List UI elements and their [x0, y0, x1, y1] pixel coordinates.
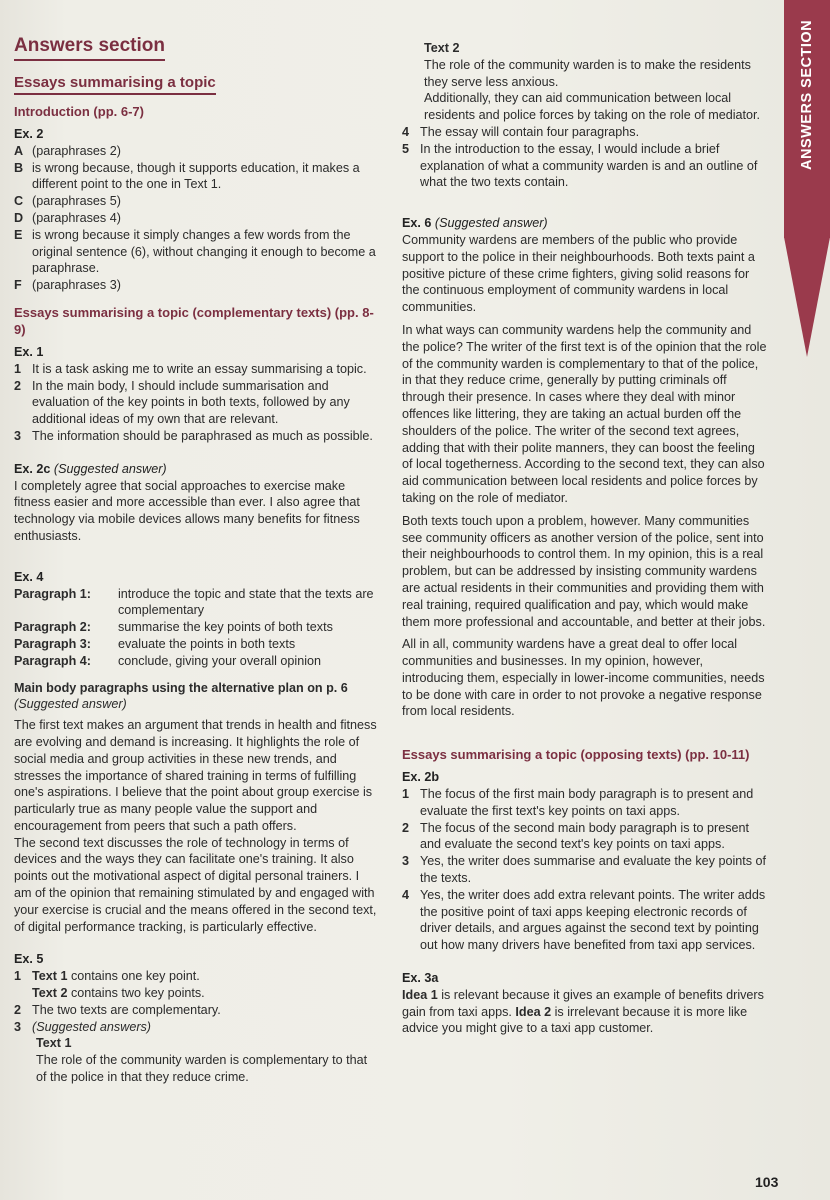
ex5-text1-label: Text 1 — [36, 1036, 72, 1051]
plan-item — [402, 124, 768, 141]
ex2-item — [14, 193, 380, 210]
text2-paragraph-1: The role of the community warden is to make the residents they serve less anxious. — [424, 57, 751, 89]
ex4-list — [14, 586, 380, 670]
ex2-item — [14, 160, 380, 194]
ex6-paragraph-4: All in all, community wardens have a great deal to offer local communities and businesses. In my opinion, however, introducing them, especially in lower-income communities, needs to be done with care in order to not provoke a negative response from local residents. — [402, 637, 765, 719]
plan-item-key: 4 — [402, 124, 410, 139]
main-body-heading-text: Main body paragraphs using the alternative plan on p. 6 — [14, 680, 348, 695]
ex2-item-key: B — [14, 160, 24, 175]
complementary-heading: Essays summarising a topic (complementary texts) (pp. 8-9) — [14, 304, 374, 337]
ex2b-item — [402, 887, 768, 954]
ex2b-label: Ex. 2b — [402, 770, 440, 785]
ex4-paragraph-row — [14, 653, 380, 670]
ex5-text1-bold: Text 1 — [32, 969, 68, 984]
ex2b-item-text: The focus of the second main body paragraph is to present and evaluate the second text's key points on taxi apps. — [420, 820, 750, 852]
ex4-label: Ex. 4 — [14, 569, 44, 584]
ex4-paragraph-row-text: summarise the key points of both texts — [118, 620, 333, 635]
ex2-item-text: (paraphrases 4) — [32, 210, 121, 225]
ex2b-list — [402, 786, 768, 954]
text2-label: Text 2 — [424, 41, 460, 55]
ex5-text1-rest: contains one key point. — [67, 969, 200, 984]
ex2b-item — [402, 786, 768, 820]
ex2b-item — [402, 853, 768, 887]
ex1-item-text: The information should be paraphrased as much as possible. — [32, 428, 373, 443]
ex2b-item-text: Yes, the writer does add extra relevant points. The writer adds the positive point of taxi apps keeping electronic records of driver details, and argues against the second text by pointing out how many drivers have benefited from taxi app services. — [420, 887, 766, 953]
ex2c-text: I completely agree that social approaches to exercise make fitness easier and more accessible than ever. I also agree that technology via mobile devices allows many benefits for fitness enthusiasts. — [14, 478, 360, 543]
ex2-item-text: (paraphrases 3) — [32, 278, 121, 293]
plan-item-text: In the introduction to the essay, I would include a brief explanation of what a community warden is and an outline of what the two texts contain. — [420, 141, 758, 190]
ex5-item-1: 1 Text 1 contains one key point. Text 2 contains two key points. — [14, 969, 205, 1001]
ex2-list — [14, 143, 380, 294]
items-4-5 — [402, 124, 768, 191]
ex4-paragraph-row-key: Paragraph 2: — [14, 620, 91, 635]
ex4-paragraph-row-key: Paragraph 4: — [14, 653, 91, 668]
ex5-item-2: 2 The two texts are complementary. — [14, 1002, 380, 1019]
pencil-tip-icon — [784, 237, 830, 357]
ex1-item — [14, 361, 380, 378]
ex2b-item-key: 3 — [402, 854, 410, 869]
ex2-item-key: F — [14, 278, 22, 293]
tab-label: ANSWERS SECTION — [799, 19, 815, 170]
ex4-paragraph-row-key: Paragraph 1: — [14, 586, 91, 601]
ex5-text1-body: The role of the community warden is complementary to that of the police in that they reduce crime. — [36, 1053, 368, 1085]
ex2-item-text: is wrong because it simply changes a few words from the original sentence (6), without changing it enough to become a paraphrase. — [32, 227, 376, 276]
ex4-paragraph-row — [14, 619, 380, 636]
ex1-item-text: In the main body, I should include summarisation and evaluation of the key points in both texts, followed by any additional ideas of my own that are relevant. — [32, 378, 350, 427]
ex1-item-key: 3 — [14, 428, 22, 443]
ex4-paragraph-row — [14, 636, 380, 653]
main-body-paragraph-2: The second text discusses the role of technology in terms of devices and the ways they can facilitate one's training. It also points out the motivational aspect of digital personal trainers. I am of the opinion that remaining stimulated by and engaged with your exercise is crucial and the means offered in the second text, of digital performance tracking, is particularly effective. — [14, 835, 377, 934]
ex6-note: (Suggested answer) — [434, 216, 548, 231]
ex2b-item-key: 4 — [402, 887, 410, 902]
ex2-item-key: E — [14, 227, 23, 242]
ex2b-item-text: Yes, the writer does summarise and evaluate the key points of the texts. — [420, 854, 767, 886]
text2-paragraph-2: Additionally, they can aid communication between local residents and police forces by taking on the role of mediator. — [424, 91, 761, 123]
ex2b-item-key: 1 — [402, 787, 410, 802]
idea1-bold: Idea 1 — [402, 987, 438, 1002]
main-body-note: (Suggested answer) — [14, 697, 127, 712]
plan-item — [402, 141, 768, 191]
ex4-paragraph-row-text: evaluate the points in both texts — [118, 636, 296, 651]
ex1-item-text: It is a task asking me to write an essay summarising a topic. — [32, 361, 367, 376]
ex2-item-text: (paraphrases 5) — [32, 194, 121, 209]
ex2-item — [14, 277, 380, 294]
ex5-text2-bold: Text 2 — [32, 986, 68, 1001]
right-column — [402, 40, 768, 1037]
ex1-label: Ex. 1 — [14, 344, 44, 359]
ex6-label — [402, 215, 768, 232]
ex2c-note: (Suggested answer) — [53, 461, 167, 476]
ex1-item — [14, 428, 380, 445]
ex5-item-3-text: (Suggested answers) — [32, 1019, 152, 1034]
ex2-label: Ex. 2 — [14, 127, 44, 141]
ex4-paragraph-row — [14, 586, 380, 620]
ex1-item — [14, 378, 380, 428]
plan-item-text: The essay will contain four paragraphs. — [420, 124, 640, 139]
intro-heading: Introduction (pp. 6-7) — [14, 104, 144, 119]
ex2-item-key: C — [14, 194, 24, 209]
ex1-list — [14, 361, 380, 445]
ex6-paragraph-1: Community wardens are members of the public who provide support to the police in their neighbourhoods. Both texts paint a positive picture of these crime fighters, giving solid reasons for the continuous employment of community wardens in local communities. — [402, 232, 755, 315]
ex2-item — [14, 227, 380, 277]
ex2-item-key: D — [14, 210, 24, 225]
left-column — [14, 30, 380, 1086]
page-number: 103 — [755, 1174, 779, 1190]
ex4-paragraph-row-text: introduce the topic and state that the texts are complementary — [118, 586, 374, 618]
ex3a-label: Ex. 3a — [402, 971, 439, 986]
section-title: Answers section — [14, 34, 165, 61]
ex2c-label-text: Ex. 2c — [14, 461, 51, 476]
ex2b-item — [402, 820, 768, 854]
ex4-paragraph-row-key: Paragraph 3: — [14, 636, 91, 651]
ex2-item — [14, 143, 380, 160]
ex2b-item-key: 2 — [402, 820, 410, 835]
idea2-bold: Idea 2 — [515, 1004, 552, 1019]
ex5-item-2-text: The two texts are complementary. — [32, 1002, 221, 1017]
ex6-label-text: Ex. 6 — [402, 216, 432, 231]
sub-title: Essays summarising a topic — [14, 73, 216, 95]
ex5-item-3: 3 (Suggested answers) — [14, 1019, 380, 1036]
ex2-item-text: is wrong because, though it supports education, it makes a different point to the one in Text 1. — [32, 160, 360, 192]
ex2b-item-text: The focus of the first main body paragraph is to present and evaluate the first text's key points on taxi apps. — [420, 787, 754, 818]
ex6-paragraph-2: In what ways can community wardens help the community and the police? The writer of the first text is of the opinion that the role of the community warden is complementary to that of the police, in that they reduce crime, generally by putting criminals off through their presence. In cases where they deal with minor offences like littering, they are taking an actual burden off the shoulders of the police. The writer of the second text agrees, adding that with their polite manners, they can boost the feeling of local togetherness. According to the second text, they can also aid communication between local residents and police forces by taking on the role of mediator. — [402, 322, 767, 505]
ex3a-text — [402, 987, 768, 1037]
ex1-item-key: 2 — [14, 378, 22, 393]
main-body-paragraph-1: The first text makes an argument that trends in health and fitness are evolving and demand is increasing. It highlights the role of social media and group activities in these new trends, and stresses the importance of shared training in terms of fulfilling one's aspirations. I believe that the point about group exercise is particularly true as many people value the support and encouragement from peers that such a path offers. — [14, 718, 377, 833]
ex2-item-text: (paraphrases 2) — [32, 143, 121, 158]
ex5-label: Ex. 5 — [14, 952, 44, 967]
ex2c-label — [14, 461, 380, 478]
ex6-paragraph-3: Both texts touch upon a problem, however. Many communities see community officers as another version of the police, sent into their neighbourhoods to control them. In my opinion, this is a real problem, but can be addressed by insisting community wardens are actual residents in their communities and providing them with real training, required qualification and pay, which would make them more professional and accountable, and better at their jobs. — [402, 513, 766, 629]
ex2-item — [14, 210, 380, 227]
ex4-paragraph-row-text: conclude, giving your overall opinion — [118, 653, 322, 668]
opposing-heading: Essays summarising a topic (opposing texts) (pp. 10-11) — [402, 747, 750, 763]
plan-item-key: 5 — [402, 141, 410, 156]
ex3a-end: is irrelevant because it is more like advice you might give to a taxi app customer. — [402, 1004, 748, 1036]
ex5-text2-rest: contains two key points. — [67, 986, 205, 1001]
ex3a-mid: is relevant because it gives an example of benefits drivers gain from taxi apps. — [402, 987, 764, 1019]
ex2-item-key: A — [14, 143, 24, 158]
main-body-heading — [14, 680, 380, 714]
ex1-item-key: 1 — [14, 361, 22, 376]
